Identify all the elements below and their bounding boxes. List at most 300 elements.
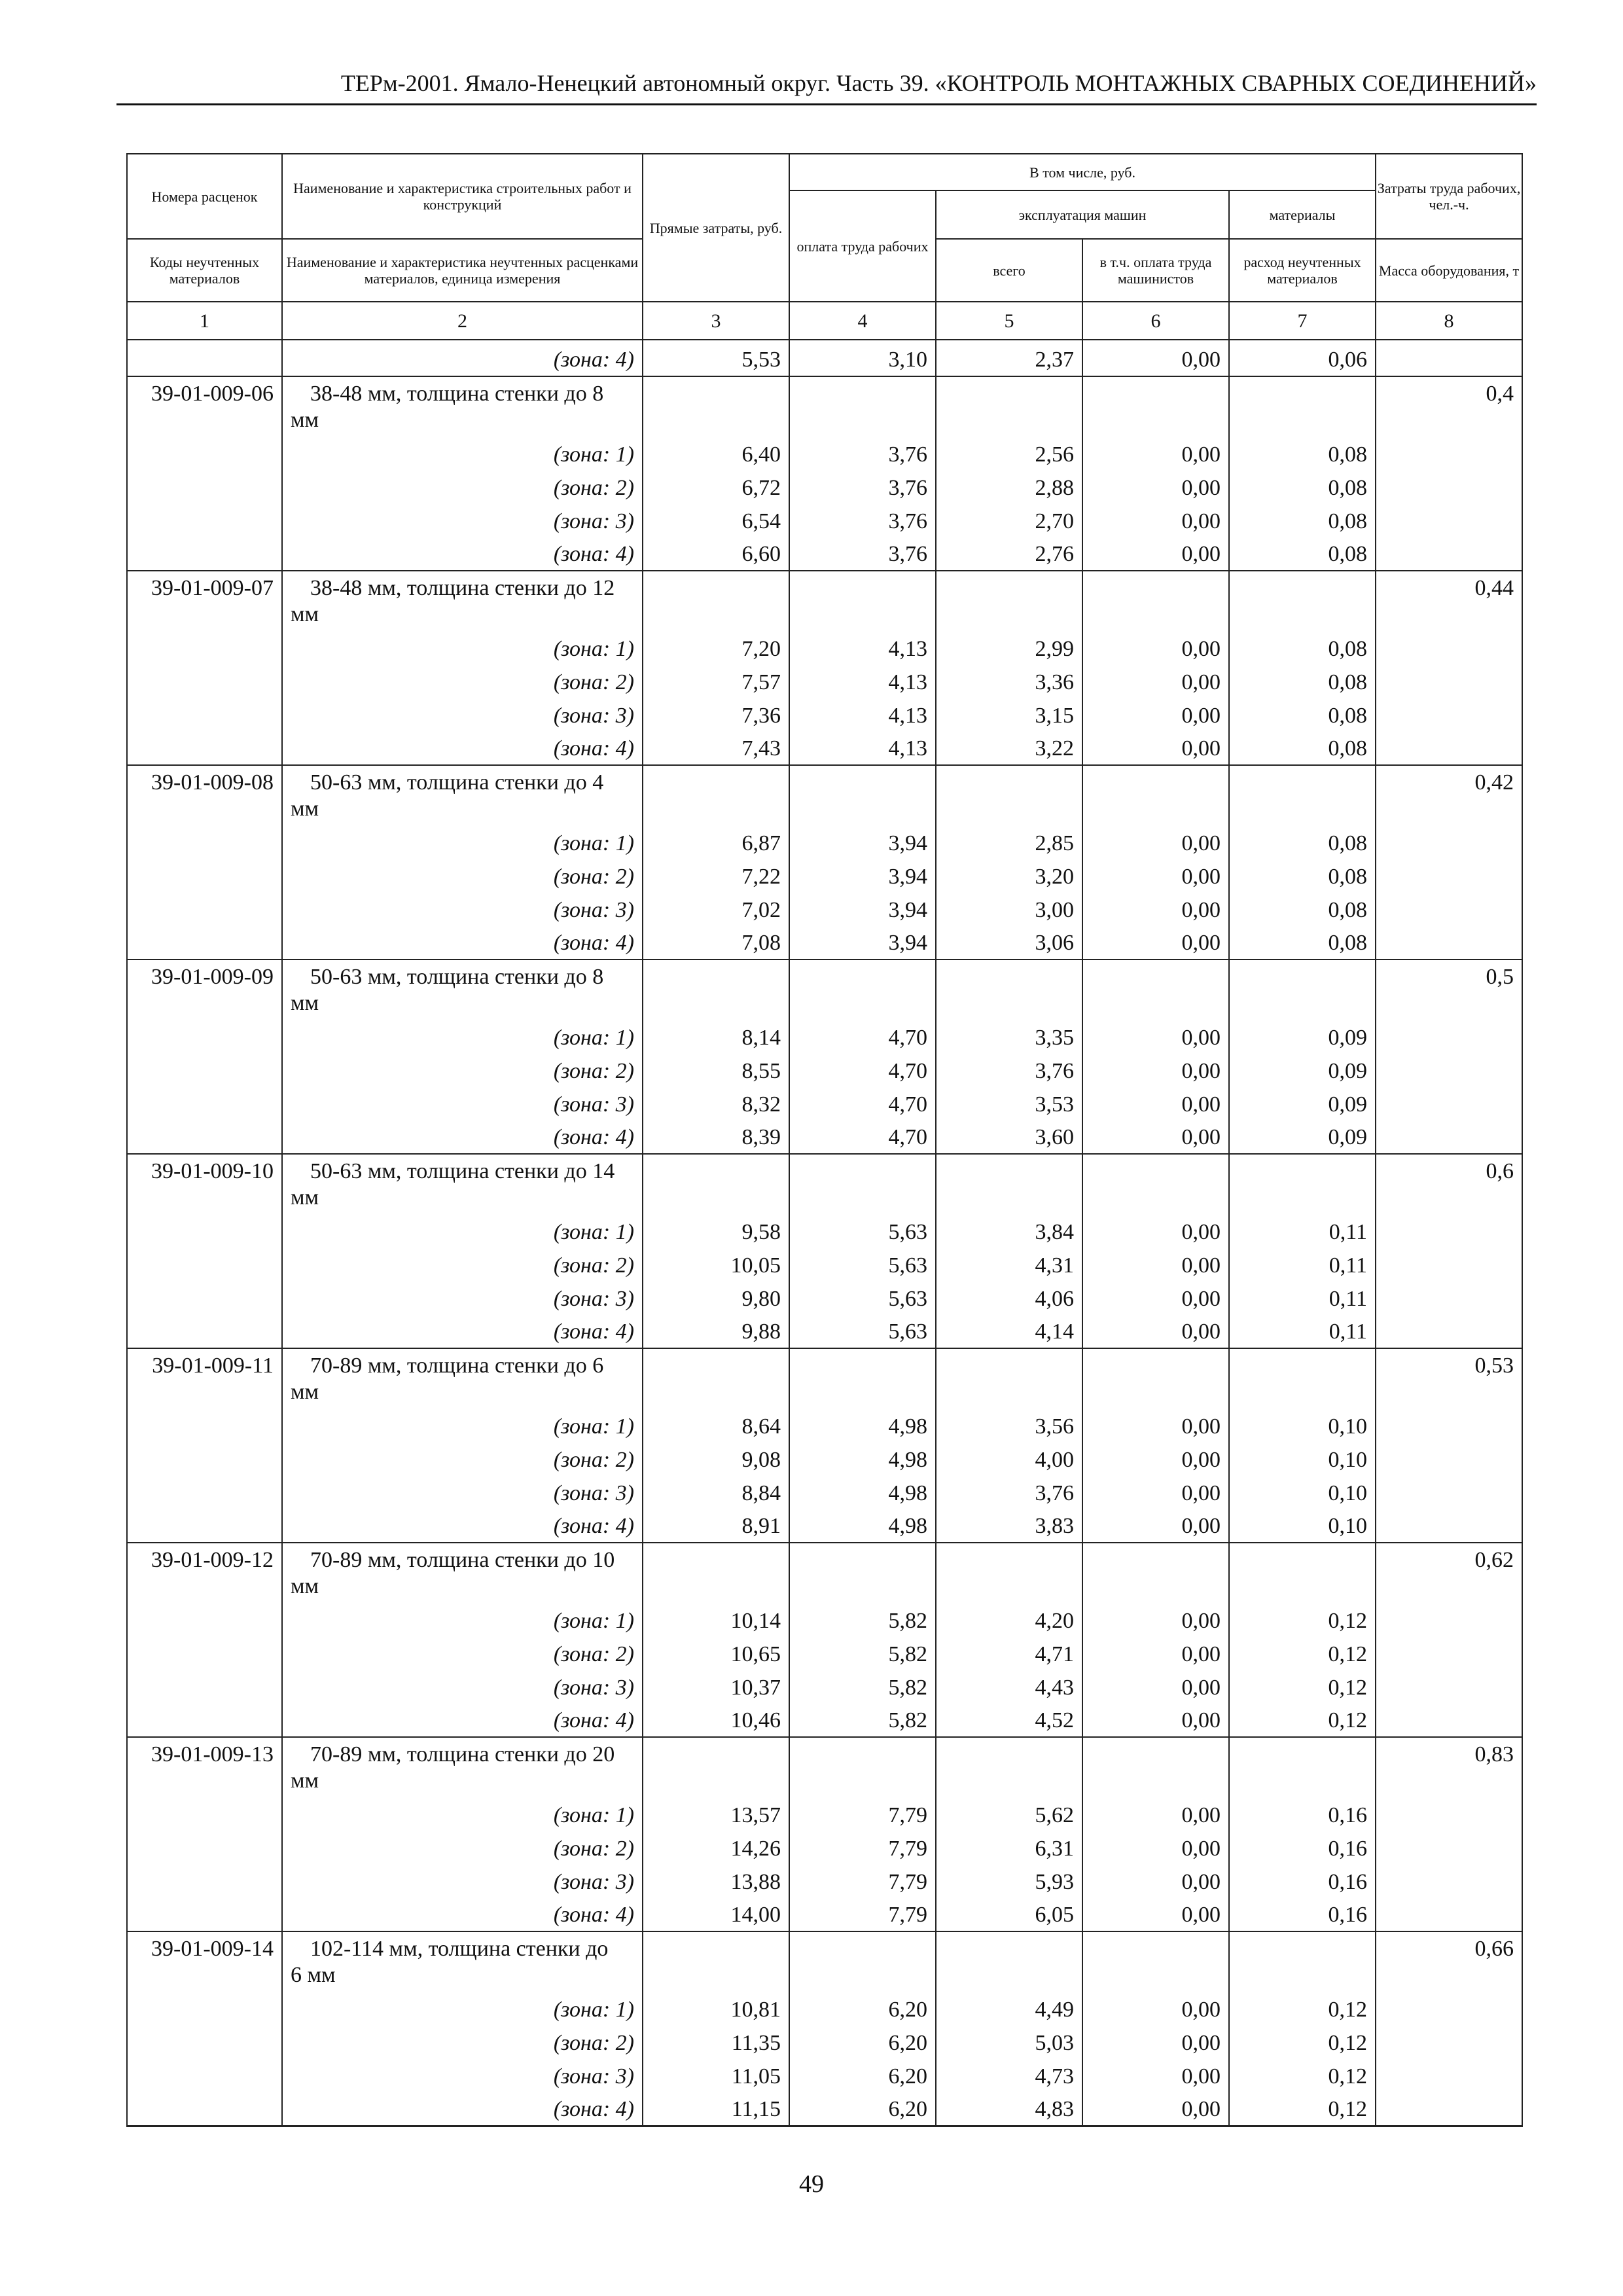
zone-label: (зона: 2): [282, 2026, 643, 2059]
machinist-pay-value: 0,00: [1082, 537, 1229, 571]
machines-total-value: 3,06: [936, 926, 1082, 960]
work-description-line: 50-63 мм, толщина стенки до 14: [310, 1159, 615, 1183]
materials-value: 0,16: [1229, 1798, 1376, 1831]
materials-value: 0,12: [1229, 2059, 1376, 2092]
machines-total-value: 3,22: [936, 732, 1082, 765]
machines-total-value: 4,43: [936, 1670, 1082, 1704]
rate-entry-row: [127, 376, 1522, 437]
rate-code-cell: [127, 1020, 282, 1054]
zone-row: [127, 504, 1522, 537]
work-description-line: 50-63 мм, толщина стенки до 4: [310, 770, 604, 795]
labor-pay-value: 7,79: [789, 1865, 936, 1898]
zone-label: (зона: 2): [282, 1831, 643, 1865]
machines-total-value: 4,73: [936, 2059, 1082, 2092]
labor-pay-value: 4,13: [789, 732, 936, 765]
rate-code-cell: [127, 1704, 282, 1737]
mass-cell: [1376, 1282, 1522, 1315]
work-description-line: 70-89 мм, толщина стенки до 20: [310, 1742, 615, 1767]
rate-code-cell: [127, 1865, 282, 1898]
materials-value: 0,16: [1229, 1831, 1376, 1865]
zone-label: (зона: 2): [282, 471, 643, 504]
machinist-pay-value: 0,00: [1082, 1509, 1229, 1543]
direct-costs-value: 9,58: [643, 1215, 789, 1248]
direct-costs-value: 13,88: [643, 1865, 789, 1898]
labor-pay-value: 4,98: [789, 1443, 936, 1476]
rate-code-cell: [127, 698, 282, 732]
rate-code: 39-01-009-12: [127, 1543, 282, 1604]
empty-cell: [936, 1543, 1082, 1604]
rate-entry-row: [127, 960, 1522, 1020]
rates-table-container: [126, 153, 1522, 2127]
table-row: [127, 340, 1522, 376]
direct-costs-value: 7,20: [643, 632, 789, 665]
direct-costs-value: 8,32: [643, 1087, 789, 1121]
labor-pay-value: 4,98: [789, 1409, 936, 1443]
machines-total-value: 3,20: [936, 859, 1082, 893]
labor-pay-value: 3,76: [789, 471, 936, 504]
zone-row: [127, 1282, 1522, 1315]
rate-code-cell: [127, 1054, 282, 1087]
machinist-pay-value: 0,00: [1082, 1670, 1229, 1704]
labor-pay-value: 5,63: [789, 1248, 936, 1282]
rate-entry-row: [127, 1737, 1522, 1798]
rates-table: [126, 153, 1523, 2127]
rate-code-cell: [127, 859, 282, 893]
zone-row: [127, 632, 1522, 665]
zone-row: [127, 1704, 1522, 1737]
mass-cell: [1376, 1604, 1522, 1637]
work-description-line: 102-114 мм, толщина стенки до: [310, 1937, 609, 1961]
zone-row: [127, 2092, 1522, 2126]
zone-row: [127, 1509, 1522, 1543]
zone-row: [127, 437, 1522, 471]
zone-label: (зона: 4): [282, 1121, 643, 1154]
zone-label: (зона: 4): [282, 2092, 643, 2126]
empty-cell: [1229, 960, 1376, 1020]
zone-label: (зона: 3): [282, 893, 643, 926]
empty-cell: [789, 571, 936, 632]
materials-value: 0,08: [1229, 471, 1376, 504]
zone-row: [127, 1670, 1522, 1704]
machines-total-value: 3,76: [936, 1054, 1082, 1087]
machinist-pay-value: 0,00: [1082, 1476, 1229, 1509]
rate-code-cell: [127, 2026, 282, 2059]
labor-pay-value: 5,63: [789, 1315, 936, 1348]
mass-cell: [1376, 632, 1522, 665]
zone-row: [127, 1248, 1522, 1282]
zone-label: (зона: 1): [282, 1020, 643, 1054]
work-description-line: 50-63 мм, толщина стенки до 8: [310, 965, 604, 989]
machines-total-value: 2,70: [936, 504, 1082, 537]
empty-cell: [1229, 571, 1376, 632]
mass-cell: [1376, 1898, 1522, 1931]
materials-value: 0,12: [1229, 1604, 1376, 1637]
labor-pay-value: 5,82: [789, 1670, 936, 1704]
empty-cell: [643, 376, 789, 437]
mass-cell: [1376, 537, 1522, 571]
work-description-line: мм: [291, 1574, 319, 1598]
materials-value: 0,09: [1229, 1121, 1376, 1154]
labor-pay-value: 5,82: [789, 1637, 936, 1670]
work-description-line: 70-89 мм, толщина стенки до 6: [310, 1354, 604, 1378]
machines-total-value: 4,00: [936, 1443, 1082, 1476]
mass-cell: [1376, 1637, 1522, 1670]
materials-value: 0,08: [1229, 732, 1376, 765]
equipment-mass-value: 0,83: [1376, 1737, 1522, 1798]
table-body: [127, 340, 1522, 2126]
materials-value: 0,12: [1229, 1670, 1376, 1704]
work-description: [282, 765, 643, 826]
labor-pay-value: 6,20: [789, 2059, 936, 2092]
rate-code: 39-01-009-08: [127, 765, 282, 826]
empty-cell: [1082, 1543, 1229, 1604]
equipment-mass-value: 0,53: [1376, 1348, 1522, 1409]
rate-code-cell: [127, 826, 282, 859]
rate-code-cell: [127, 632, 282, 665]
materials-value: 0,12: [1229, 1992, 1376, 2026]
direct-costs-value: 10,14: [643, 1604, 789, 1637]
col-material-consumption: расход неучтенных материалов: [1229, 239, 1376, 302]
materials-value: 0,08: [1229, 437, 1376, 471]
zone-row: [127, 537, 1522, 571]
direct-costs-value: 10,81: [643, 1992, 789, 2026]
zone-row: [127, 1215, 1522, 1248]
machines-total-value: 2,56: [936, 437, 1082, 471]
empty-cell: [789, 1348, 936, 1409]
machinist-pay-value: 0,00: [1082, 1443, 1229, 1476]
zone-row: [127, 1476, 1522, 1509]
machines-total-value: 4,83: [936, 2092, 1082, 2126]
labor-pay-value: 3,76: [789, 504, 936, 537]
empty-cell: [1082, 1737, 1229, 1798]
machinist-pay-value: 0,00: [1082, 1282, 1229, 1315]
labor-pay-value: 6,20: [789, 2026, 936, 2059]
mass-cell: [1376, 1704, 1522, 1737]
col-labor-pay: оплата труда рабочих: [789, 190, 936, 302]
rate-entry-row: [127, 1348, 1522, 1409]
empty-cell: [1229, 1931, 1376, 1992]
machinist-pay-value: 0,00: [1082, 2092, 1229, 2126]
work-description-line: 38-48 мм, толщина стенки до 8: [310, 382, 604, 406]
labor-pay-value: 3,76: [789, 437, 936, 471]
rate-code: 39-01-009-14: [127, 1931, 282, 1992]
direct-costs-value: 7,02: [643, 893, 789, 926]
equipment-mass-value: 0,42: [1376, 765, 1522, 826]
labor-pay-value: 3,94: [789, 859, 936, 893]
rate-code-cell: [127, 1476, 282, 1509]
machines-total-value: 2,88: [936, 471, 1082, 504]
direct-costs-value: 7,57: [643, 665, 789, 698]
rate-code-cell: [127, 1798, 282, 1831]
zone-row: [127, 2026, 1522, 2059]
work-description-line: мм: [291, 797, 319, 821]
machinist-pay-value: 0,00: [1082, 1604, 1229, 1637]
mass-cell: [1376, 1992, 1522, 2026]
col-work-name: Наименование и характеристика строительных работ и конструкций: [282, 154, 643, 239]
direct-costs-value: 8,14: [643, 1020, 789, 1054]
page-number: 49: [799, 2170, 824, 2198]
rate-code-cell: [127, 1121, 282, 1154]
empty-cell: [1082, 1931, 1229, 1992]
empty-cell: [936, 376, 1082, 437]
mass-cell: [1376, 1315, 1522, 1348]
direct-costs-value: 7,43: [643, 732, 789, 765]
zone-row: [127, 2059, 1522, 2092]
machines-total-value: 3,35: [936, 1020, 1082, 1054]
machinist-pay-value: 0,00: [1082, 1315, 1229, 1348]
column-number: 8: [1376, 302, 1522, 340]
empty-cell: [789, 960, 936, 1020]
zone-row: [127, 1315, 1522, 1348]
machinist-pay-value: 0,00: [1082, 732, 1229, 765]
empty-cell: [643, 1931, 789, 1992]
labor-pay-value: 5,63: [789, 1282, 936, 1315]
rate-code-cell: [127, 1087, 282, 1121]
machines-total-value: 5,62: [936, 1798, 1082, 1831]
rate-code: 39-01-009-06: [127, 376, 282, 437]
direct-costs-value: 6,60: [643, 537, 789, 571]
labor-pay-value: 5,82: [789, 1704, 936, 1737]
zone-label: (зона: 1): [282, 1604, 643, 1637]
direct-costs-value: 14,26: [643, 1831, 789, 1865]
column-number: 3: [643, 302, 789, 340]
zone-label: (зона: 1): [282, 437, 643, 471]
machinist-pay-value: 0,00: [1082, 2059, 1229, 2092]
zone-label: (зона: 1): [282, 632, 643, 665]
zone-label: (зона: 3): [282, 2059, 643, 2092]
running-header: ТЕРм-2001. Ямало-Ненецкий автономный округ. Часть 39. «КОНТРОЛЬ МОНТАЖНЫХ СВАРНЫХ СОЕДИНЕНИЙ»: [340, 70, 1537, 96]
materials-value: 0,08: [1229, 537, 1376, 571]
direct-costs-value: 8,84: [643, 1476, 789, 1509]
direct-costs-value: 6,40: [643, 437, 789, 471]
machines-total-value: 2,37: [936, 340, 1082, 376]
rate-code-cell: [127, 437, 282, 471]
zone-row: [127, 859, 1522, 893]
machinist-pay-value: 0,00: [1082, 698, 1229, 732]
direct-costs-value: 6,54: [643, 504, 789, 537]
mass-cell: [1376, 732, 1522, 765]
materials-value: 0,10: [1229, 1509, 1376, 1543]
mass-cell: [1376, 1054, 1522, 1087]
zone-label: (зона: 2): [282, 1443, 643, 1476]
rate-code-cell: [127, 926, 282, 960]
machines-total-value: 3,84: [936, 1215, 1082, 1248]
rate-code-cell: [127, 471, 282, 504]
col-material-name: Наименование и характеристика неучтенных расценками материалов, единица измерения: [282, 239, 643, 302]
direct-costs-value: 13,57: [643, 1798, 789, 1831]
empty-cell: [1082, 765, 1229, 826]
mass-cell: [1376, 2059, 1522, 2092]
zone-row: [127, 1443, 1522, 1476]
materials-value: 0,08: [1229, 893, 1376, 926]
rate-code-cell: [127, 1670, 282, 1704]
rate-code: 39-01-009-13: [127, 1737, 282, 1798]
zone-label: (зона: 1): [282, 826, 643, 859]
machinist-pay-value: 0,00: [1082, 1798, 1229, 1831]
zone-label: (зона: 4): [282, 1898, 643, 1931]
zone-label: (зона: 4): [282, 926, 643, 960]
zone-label: (зона: 4): [282, 732, 643, 765]
work-description-line: 38-48 мм, толщина стенки до 12: [310, 576, 615, 600]
mass-cell: [1376, 893, 1522, 926]
work-description: [282, 1154, 643, 1215]
work-description-line: мм: [291, 602, 319, 626]
machinist-pay-value: 0,00: [1082, 1054, 1229, 1087]
zone-label: (зона: 4): [282, 1509, 643, 1543]
machines-total-value: 4,14: [936, 1315, 1082, 1348]
labor-pay-value: 4,13: [789, 698, 936, 732]
header-rule: [116, 103, 1537, 105]
work-description-line: 6 мм: [291, 1963, 336, 1987]
machines-total-value: 2,99: [936, 632, 1082, 665]
work-description-line: 70-89 мм, толщина стенки до 10: [310, 1548, 615, 1572]
col-materials: материалы: [1229, 190, 1376, 239]
rate-code-cell: [127, 504, 282, 537]
materials-value: 0,11: [1229, 1215, 1376, 1248]
materials-value: 0,10: [1229, 1443, 1376, 1476]
zone-row: [127, 893, 1522, 926]
mass-cell: [1376, 1798, 1522, 1831]
equipment-mass-value: 0,4: [1376, 376, 1522, 437]
direct-costs-value: 11,35: [643, 2026, 789, 2059]
work-description-line: мм: [291, 408, 319, 432]
mass-cell: [1376, 1248, 1522, 1282]
rate-code: 39-01-009-09: [127, 960, 282, 1020]
zone-label: (зона: 2): [282, 1248, 643, 1282]
mass-cell: [1376, 826, 1522, 859]
machines-total-value: 4,20: [936, 1604, 1082, 1637]
machinist-pay-value: 0,00: [1082, 1020, 1229, 1054]
machines-total-value: 6,05: [936, 1898, 1082, 1931]
zone-row: [127, 1121, 1522, 1154]
empty-cell: [643, 1348, 789, 1409]
empty-cell: [936, 765, 1082, 826]
machines-total-value: 3,15: [936, 698, 1082, 732]
mass-cell: [1376, 1087, 1522, 1121]
col-machines: эксплуатация машин: [936, 190, 1229, 239]
machinist-pay-value: 0,00: [1082, 893, 1229, 926]
direct-costs-value: 9,80: [643, 1282, 789, 1315]
labor-pay-value: 6,20: [789, 2092, 936, 2126]
empty-cell: [936, 960, 1082, 1020]
rate-entry-row: [127, 1154, 1522, 1215]
empty-cell: [789, 376, 936, 437]
labor-pay-value: 4,70: [789, 1121, 936, 1154]
equipment-mass-value: 0,5: [1376, 960, 1522, 1020]
rate-code-cell: [127, 732, 282, 765]
materials-value: 0,11: [1229, 1248, 1376, 1282]
machines-total-value: 4,71: [936, 1637, 1082, 1670]
machines-total-value: 4,49: [936, 1992, 1082, 2026]
table-header: [127, 154, 1522, 340]
machinist-pay-value: 0,00: [1082, 926, 1229, 960]
materials-value: 0,10: [1229, 1409, 1376, 1443]
column-number: 4: [789, 302, 936, 340]
rate-code-cell: [127, 1215, 282, 1248]
zone-row: [127, 1798, 1522, 1831]
machinist-pay-value: 0,00: [1082, 1248, 1229, 1282]
machines-total-value: 3,56: [936, 1409, 1082, 1443]
rate-entry-row: [127, 765, 1522, 826]
mass-cell: [1376, 504, 1522, 537]
empty-cell: [1229, 1737, 1376, 1798]
machinist-pay-value: 0,00: [1082, 437, 1229, 471]
empty-cell: [1229, 1154, 1376, 1215]
machines-total-value: 4,52: [936, 1704, 1082, 1737]
machinist-pay-value: 0,00: [1082, 471, 1229, 504]
direct-costs-value: 7,36: [643, 698, 789, 732]
empty-cell: [1082, 376, 1229, 437]
empty-cell: [936, 571, 1082, 632]
direct-costs-value: 10,46: [643, 1704, 789, 1737]
zone-label: (зона: 4): [282, 340, 643, 376]
column-number: 2: [282, 302, 643, 340]
materials-value: 0,12: [1229, 1704, 1376, 1737]
machinist-pay-value: 0,00: [1082, 665, 1229, 698]
machinist-pay-value: 0,00: [1082, 859, 1229, 893]
machinist-pay-value: 0,00: [1082, 1831, 1229, 1865]
direct-costs-value: 8,55: [643, 1054, 789, 1087]
materials-value: 0,16: [1229, 1898, 1376, 1931]
labor-pay-value: 3,10: [789, 340, 936, 376]
materials-value: 0,08: [1229, 859, 1376, 893]
zone-row: [127, 1087, 1522, 1121]
materials-value: 0,08: [1229, 698, 1376, 732]
empty-cell: [1082, 960, 1229, 1020]
labor-pay-value: 4,98: [789, 1509, 936, 1543]
materials-value: 0,12: [1229, 2092, 1376, 2126]
rate-code-cell: [127, 665, 282, 698]
materials-value: 0,12: [1229, 2026, 1376, 2059]
rate-code-cell: [127, 340, 282, 376]
rate-code-cell: [127, 2092, 282, 2126]
zone-label: (зона: 1): [282, 1409, 643, 1443]
rate-code-cell: [127, 893, 282, 926]
labor-pay-value: 7,79: [789, 1798, 936, 1831]
direct-costs-value: 9,88: [643, 1315, 789, 1348]
labor-pay-value: 4,13: [789, 632, 936, 665]
column-number: 5: [936, 302, 1082, 340]
zone-row: [127, 665, 1522, 698]
mass-cell: [1376, 926, 1522, 960]
machinist-pay-value: 0,00: [1082, 504, 1229, 537]
work-description-line: мм: [291, 1380, 319, 1404]
rate-code-cell: [127, 1831, 282, 1865]
zone-label: (зона: 3): [282, 1282, 643, 1315]
zone-label: (зона: 1): [282, 1798, 643, 1831]
zone-row: [127, 926, 1522, 960]
materials-value: 0,08: [1229, 632, 1376, 665]
zone-label: (зона: 3): [282, 1087, 643, 1121]
work-description: [282, 1737, 643, 1798]
empty-cell: [789, 765, 936, 826]
zone-row: [127, 1604, 1522, 1637]
col-material-codes: Коды неучтенных материалов: [127, 239, 282, 302]
zone-row: [127, 732, 1522, 765]
direct-costs-value: 7,08: [643, 926, 789, 960]
direct-costs-value: 8,39: [643, 1121, 789, 1154]
col-machines-total: всего: [936, 239, 1082, 302]
zone-label: (зона: 1): [282, 1215, 643, 1248]
mass-cell: [1376, 1215, 1522, 1248]
zone-label: (зона: 4): [282, 1704, 643, 1737]
column-number: 1: [127, 302, 282, 340]
equipment-mass-value: 0,62: [1376, 1543, 1522, 1604]
zone-label: (зона: 3): [282, 504, 643, 537]
materials-value: 0,09: [1229, 1087, 1376, 1121]
labor-pay-value: 4,13: [789, 665, 936, 698]
rate-code-cell: [127, 1409, 282, 1443]
